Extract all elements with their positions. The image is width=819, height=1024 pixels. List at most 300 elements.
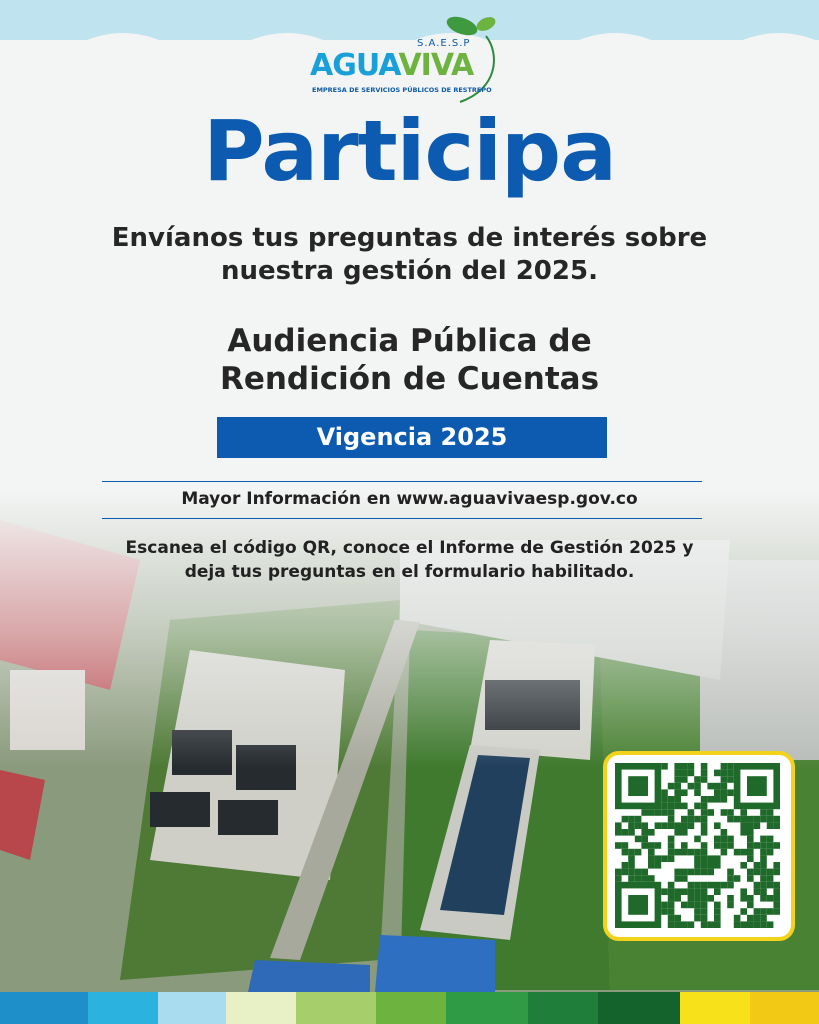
qr-module <box>747 816 754 823</box>
qr-module <box>641 836 648 843</box>
color-stripes <box>0 992 819 1024</box>
qr-module <box>668 796 675 803</box>
qr-module <box>661 888 668 895</box>
qr-module <box>747 875 754 882</box>
qr-module <box>707 862 714 869</box>
qr-module <box>707 921 714 928</box>
qr-module <box>707 869 714 876</box>
qr-module <box>694 803 701 810</box>
qr-module <box>767 875 774 882</box>
qr-module <box>734 915 741 922</box>
headline: Participa <box>203 102 616 200</box>
qr-module <box>688 849 695 856</box>
qr-module <box>688 763 695 770</box>
qr-module <box>661 796 668 803</box>
qr-module <box>760 895 767 902</box>
qr-module <box>727 869 734 876</box>
qr-module <box>655 822 662 829</box>
qr-module <box>681 776 688 783</box>
qr-module <box>754 921 761 928</box>
qr-module <box>701 921 708 928</box>
qr-module <box>734 921 741 928</box>
qr-module <box>701 888 708 895</box>
stripe <box>528 992 598 1024</box>
qr-module <box>668 836 675 843</box>
qr-module <box>727 895 734 902</box>
qr-module <box>628 855 635 862</box>
stripe <box>598 992 680 1024</box>
qr-module <box>707 809 714 816</box>
qr-module <box>714 855 721 862</box>
qr-module <box>760 908 767 915</box>
event-line-2: Rendición de Cuentas <box>219 361 600 397</box>
qr-module <box>622 869 629 876</box>
qr-module <box>655 842 662 849</box>
qr-module <box>628 822 635 829</box>
qr-module <box>641 829 648 836</box>
qr-module <box>754 862 761 869</box>
qr-module <box>721 776 728 783</box>
qr-module <box>707 783 714 790</box>
qr-module <box>773 822 780 829</box>
qr-module <box>668 902 675 909</box>
qr-module <box>674 789 681 796</box>
qr-module <box>641 869 648 876</box>
qr-module <box>674 770 681 777</box>
qr-module <box>648 809 655 816</box>
info-link: Mayor Información en www.aguavivaesp.gov.co <box>181 489 638 509</box>
qr-module <box>681 921 688 928</box>
qr-module <box>622 849 629 856</box>
qr-module <box>701 809 708 816</box>
qr-module <box>721 882 728 889</box>
qr-module <box>622 829 629 836</box>
qr-module <box>694 902 701 909</box>
qr-module <box>668 855 675 862</box>
qr-module <box>747 836 754 843</box>
qr-module <box>674 822 681 829</box>
qr-code-frame[interactable] <box>603 751 795 941</box>
qr-module <box>635 822 642 829</box>
qr-module <box>727 836 734 843</box>
qr-module <box>721 783 728 790</box>
qr-module <box>681 842 688 849</box>
qr-module <box>635 836 642 843</box>
qr-module <box>760 875 767 882</box>
qr-module <box>655 862 662 869</box>
divider-bottom <box>102 518 702 519</box>
qr-module <box>714 789 721 796</box>
qr-module <box>747 902 754 909</box>
qr-module <box>760 809 767 816</box>
qr-module <box>681 816 688 823</box>
qr-module <box>734 875 741 882</box>
qr-module <box>740 822 747 829</box>
qr-module <box>674 763 681 770</box>
qr-module <box>754 822 761 829</box>
qr-module <box>628 829 635 836</box>
qr-module <box>615 842 622 849</box>
qr-module <box>694 855 701 862</box>
qr-module <box>773 816 780 823</box>
qr-module <box>754 842 761 849</box>
qr-module <box>694 789 701 796</box>
qr-module <box>641 809 648 816</box>
qr-module <box>661 822 668 829</box>
qr-module <box>674 829 681 836</box>
stripe <box>680 992 750 1024</box>
qr-module <box>648 829 655 836</box>
qr-module <box>727 875 734 882</box>
qr-module <box>767 816 774 823</box>
qr-module <box>661 908 668 915</box>
qr-module <box>714 902 721 909</box>
qr-module <box>767 809 774 816</box>
logo-suffix: S.A.E.S.P <box>417 38 471 49</box>
aguaviva-logo <box>300 14 520 104</box>
qr-module <box>674 895 681 902</box>
qr-module <box>668 809 675 816</box>
qr-module <box>727 789 734 796</box>
qr-module <box>668 803 675 810</box>
stripe <box>296 992 376 1024</box>
qr-module <box>668 842 675 849</box>
intro-line-1: Envíanos tus preguntas de interés sobre <box>111 223 708 253</box>
qr-module <box>754 908 761 915</box>
qr-module <box>641 842 648 849</box>
qr-module <box>615 869 622 876</box>
qr-module <box>714 796 721 803</box>
qr-module <box>674 921 681 928</box>
period-banner: Vigencia 2025 <box>217 417 607 458</box>
qr-module <box>648 862 655 869</box>
qr-module <box>721 849 728 856</box>
qr-module <box>760 816 767 823</box>
qr-module <box>707 796 714 803</box>
qr-module <box>721 836 728 843</box>
qr-module <box>668 915 675 922</box>
qr-module <box>767 921 774 928</box>
qr-module <box>767 882 774 889</box>
intro-text <box>0 222 819 288</box>
qr-module <box>674 803 681 810</box>
stripe <box>376 992 446 1024</box>
qr-module <box>747 822 754 829</box>
qr-module <box>674 849 681 856</box>
stripe <box>446 992 528 1024</box>
qr-module <box>615 875 622 882</box>
qr-module <box>694 862 701 869</box>
qr-module <box>714 908 721 915</box>
qr-module <box>707 895 714 902</box>
qr-module <box>721 763 728 770</box>
qr-module <box>773 842 780 849</box>
qr-module <box>740 816 747 823</box>
qr-module <box>714 862 721 869</box>
qr-module <box>688 921 695 928</box>
qr-module <box>628 849 635 856</box>
qr-module <box>668 888 675 895</box>
qr-module <box>628 875 635 882</box>
qr-module <box>727 776 734 783</box>
qr-module <box>668 908 675 915</box>
qr-module <box>628 862 635 869</box>
event-title <box>0 322 819 398</box>
qr-module <box>760 888 767 895</box>
qr-module <box>681 803 688 810</box>
qr-module <box>688 895 695 902</box>
qr-module <box>773 908 780 915</box>
qr-module <box>635 875 642 882</box>
qr-module <box>701 915 708 922</box>
qr-module <box>688 882 695 889</box>
qr-module <box>714 822 721 829</box>
qr-finder-center <box>747 776 767 796</box>
qr-module <box>648 842 655 849</box>
qr-module <box>714 770 721 777</box>
qr-module <box>760 869 767 876</box>
qr-module <box>635 869 642 876</box>
qr-module <box>701 895 708 902</box>
qr-module <box>694 908 701 915</box>
qr-module <box>734 849 741 856</box>
qr-code[interactable] <box>615 763 783 929</box>
qr-module <box>701 816 708 823</box>
qr-module <box>661 855 668 862</box>
qr-module <box>701 796 708 803</box>
qr-module <box>688 809 695 816</box>
qr-module <box>714 921 721 928</box>
intro-line-2: nuestra gestión del 2025. <box>221 256 598 286</box>
event-line-1: Audiencia Pública de <box>227 323 592 359</box>
qr-module <box>615 822 622 829</box>
qr-instructions-line-2: deja tus preguntas en el formulario habilitado. <box>184 562 635 582</box>
qr-module <box>628 816 635 823</box>
qr-module <box>694 776 701 783</box>
qr-module <box>754 882 761 889</box>
qr-finder-center <box>628 895 648 915</box>
qr-module <box>641 875 648 882</box>
qr-module <box>694 882 701 889</box>
qr-module <box>681 875 688 882</box>
qr-module <box>688 902 695 909</box>
qr-module <box>622 842 629 849</box>
qr-instructions <box>0 536 819 584</box>
qr-module <box>760 882 767 889</box>
qr-module <box>701 829 708 836</box>
qr-module <box>727 816 734 823</box>
qr-module <box>747 869 754 876</box>
qr-module <box>747 829 754 836</box>
qr-module <box>668 921 675 928</box>
qr-module <box>747 842 754 849</box>
qr-module <box>767 908 774 915</box>
qr-module <box>681 849 688 856</box>
qr-module <box>674 783 681 790</box>
qr-module <box>760 862 767 869</box>
qr-module <box>674 875 681 882</box>
qr-module <box>694 783 701 790</box>
qr-module <box>694 849 701 856</box>
qr-module <box>767 895 774 902</box>
qr-module <box>668 822 675 829</box>
qr-module <box>773 902 780 909</box>
qr-module <box>701 770 708 777</box>
qr-module <box>747 855 754 862</box>
qr-module <box>681 888 688 895</box>
qr-module <box>681 789 688 796</box>
qr-module <box>727 770 734 777</box>
qr-module <box>661 789 668 796</box>
stripe <box>226 992 296 1024</box>
qr-module <box>641 822 648 829</box>
qr-module <box>740 921 747 928</box>
qr-module <box>701 869 708 876</box>
qr-module <box>668 849 675 856</box>
qr-module <box>740 849 747 856</box>
qr-module <box>668 783 675 790</box>
qr-finder-center <box>628 776 648 796</box>
qr-module <box>734 816 741 823</box>
logo-wordmark: AGUAVIVA <box>310 48 474 83</box>
qr-module <box>701 763 708 770</box>
qr-module <box>694 869 701 876</box>
qr-module <box>721 809 728 816</box>
qr-module <box>773 862 780 869</box>
qr-module <box>721 842 728 849</box>
qr-module <box>754 888 761 895</box>
qr-module <box>773 869 780 876</box>
qr-module <box>721 829 728 836</box>
qr-module <box>707 855 714 862</box>
qr-module <box>701 822 708 829</box>
qr-module <box>668 882 675 889</box>
qr-module <box>727 763 734 770</box>
qr-module <box>747 849 754 856</box>
qr-module <box>767 849 774 856</box>
qr-module <box>714 915 721 922</box>
qr-module <box>648 875 655 882</box>
qr-module <box>681 829 688 836</box>
qr-module <box>760 915 767 922</box>
qr-module <box>747 915 754 922</box>
stripe <box>750 992 819 1024</box>
qr-module <box>767 869 774 876</box>
qr-module <box>635 849 642 856</box>
qr-module <box>760 921 767 928</box>
qr-module <box>694 816 701 823</box>
qr-module <box>628 869 635 876</box>
qr-module <box>694 836 701 843</box>
qr-module <box>661 803 668 810</box>
qr-module <box>681 902 688 909</box>
qr-module <box>740 862 747 869</box>
qr-module <box>773 895 780 902</box>
qr-module <box>740 809 747 816</box>
qr-module <box>688 816 695 823</box>
qr-module <box>648 855 655 862</box>
divider-top <box>102 481 702 482</box>
qr-module <box>648 849 655 856</box>
stripe <box>88 992 158 1024</box>
qr-module <box>681 770 688 777</box>
qr-module <box>635 816 642 823</box>
qr-module <box>701 882 708 889</box>
qr-module <box>681 763 688 770</box>
qr-module <box>674 796 681 803</box>
qr-module <box>754 816 761 823</box>
qr-module <box>615 829 622 836</box>
qr-module <box>661 809 668 816</box>
qr-module <box>773 888 780 895</box>
qr-module <box>740 895 747 902</box>
qr-module <box>714 882 721 889</box>
qr-module <box>668 816 675 823</box>
qr-module <box>714 783 721 790</box>
qr-module <box>688 869 695 876</box>
qr-module <box>668 895 675 902</box>
qr-module <box>655 809 662 816</box>
qr-module <box>674 869 681 876</box>
qr-module <box>701 908 708 915</box>
qr-module <box>622 816 629 823</box>
qr-module <box>688 783 695 790</box>
qr-module <box>754 915 761 922</box>
qr-module <box>688 822 695 829</box>
qr-module <box>694 888 701 895</box>
qr-module <box>674 888 681 895</box>
qr-module <box>767 842 774 849</box>
qr-module <box>688 770 695 777</box>
qr-module <box>740 888 747 895</box>
qr-module <box>622 862 629 869</box>
qr-module <box>681 822 688 829</box>
qr-module <box>754 869 761 876</box>
qr-module <box>701 776 708 783</box>
qr-module <box>694 895 701 902</box>
qr-module <box>767 836 774 843</box>
qr-module <box>767 822 774 829</box>
qr-module <box>701 842 708 849</box>
qr-module <box>760 855 767 862</box>
qr-module <box>760 836 767 843</box>
qr-module <box>747 895 754 902</box>
qr-module <box>727 902 734 909</box>
qr-module <box>701 862 708 869</box>
qr-module <box>701 855 708 862</box>
qr-module <box>688 888 695 895</box>
qr-module <box>661 763 668 770</box>
qr-module <box>701 803 708 810</box>
qr-module <box>655 855 662 862</box>
stripe <box>0 992 88 1024</box>
qr-module <box>727 842 734 849</box>
qr-module <box>760 842 767 849</box>
qr-module <box>674 915 681 922</box>
qr-module <box>760 849 767 856</box>
qr-module <box>721 770 728 777</box>
qr-module <box>740 829 747 836</box>
qr-module <box>773 882 780 889</box>
qr-module <box>694 915 701 922</box>
qr-module <box>714 836 721 843</box>
qr-instructions-line-1: Escanea el código QR, conoce el Informe de Gestión 2025 y <box>125 538 694 558</box>
qr-module <box>714 842 721 849</box>
qr-module <box>727 882 734 889</box>
qr-module <box>747 921 754 928</box>
qr-module <box>740 908 747 915</box>
stripe <box>158 992 226 1024</box>
